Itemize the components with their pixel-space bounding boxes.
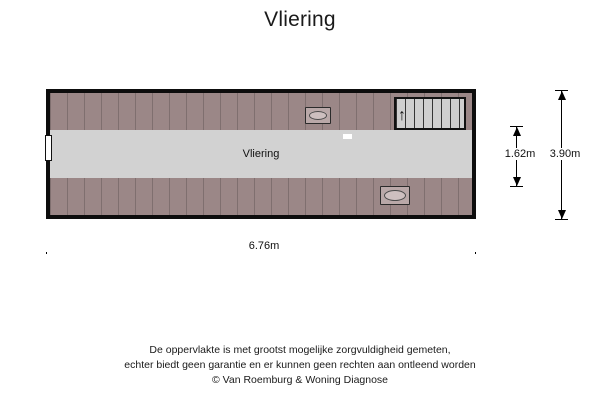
- disclaimer-line-1: De oppervlakte is met grootst mogelijke zorgvuldigheid gemeten,: [149, 344, 451, 356]
- arrow-up-icon: [513, 127, 521, 136]
- arrow-up-icon: [558, 91, 566, 100]
- disclaimer-line-2: echter biedt geen garantie en er kunnen geen rechten aan ontleend worden: [124, 359, 476, 371]
- arrow-down-icon: [513, 177, 521, 186]
- disclaimer-footer: [0, 343, 600, 388]
- fixture-inner: [384, 190, 406, 201]
- inner-height-cap-bottom: [510, 186, 523, 187]
- inner-height-dimension-label: 1.62m: [491, 148, 549, 160]
- up-arrow-icon: ↑: [398, 107, 406, 124]
- floor-marker: [343, 134, 352, 139]
- total-height-cap-bottom: [555, 219, 568, 220]
- arrow-down-icon: [558, 210, 566, 219]
- ceiling-fixture-top: [305, 107, 331, 124]
- ceiling-fixture-bottom: [380, 186, 410, 205]
- staircase: [394, 97, 466, 130]
- page-title: Vliering: [264, 8, 336, 31]
- floorplan-outline: [46, 89, 476, 219]
- window-icon: [45, 135, 52, 161]
- fixture-inner: [309, 111, 327, 120]
- width-dimension-label: 6.76m: [0, 240, 528, 252]
- copyright-line: © Van Roemburg & Woning Diagnose: [211, 374, 389, 386]
- total-height-dimension-label: 3.90m: [536, 148, 594, 160]
- room-label: Vliering: [242, 148, 280, 160]
